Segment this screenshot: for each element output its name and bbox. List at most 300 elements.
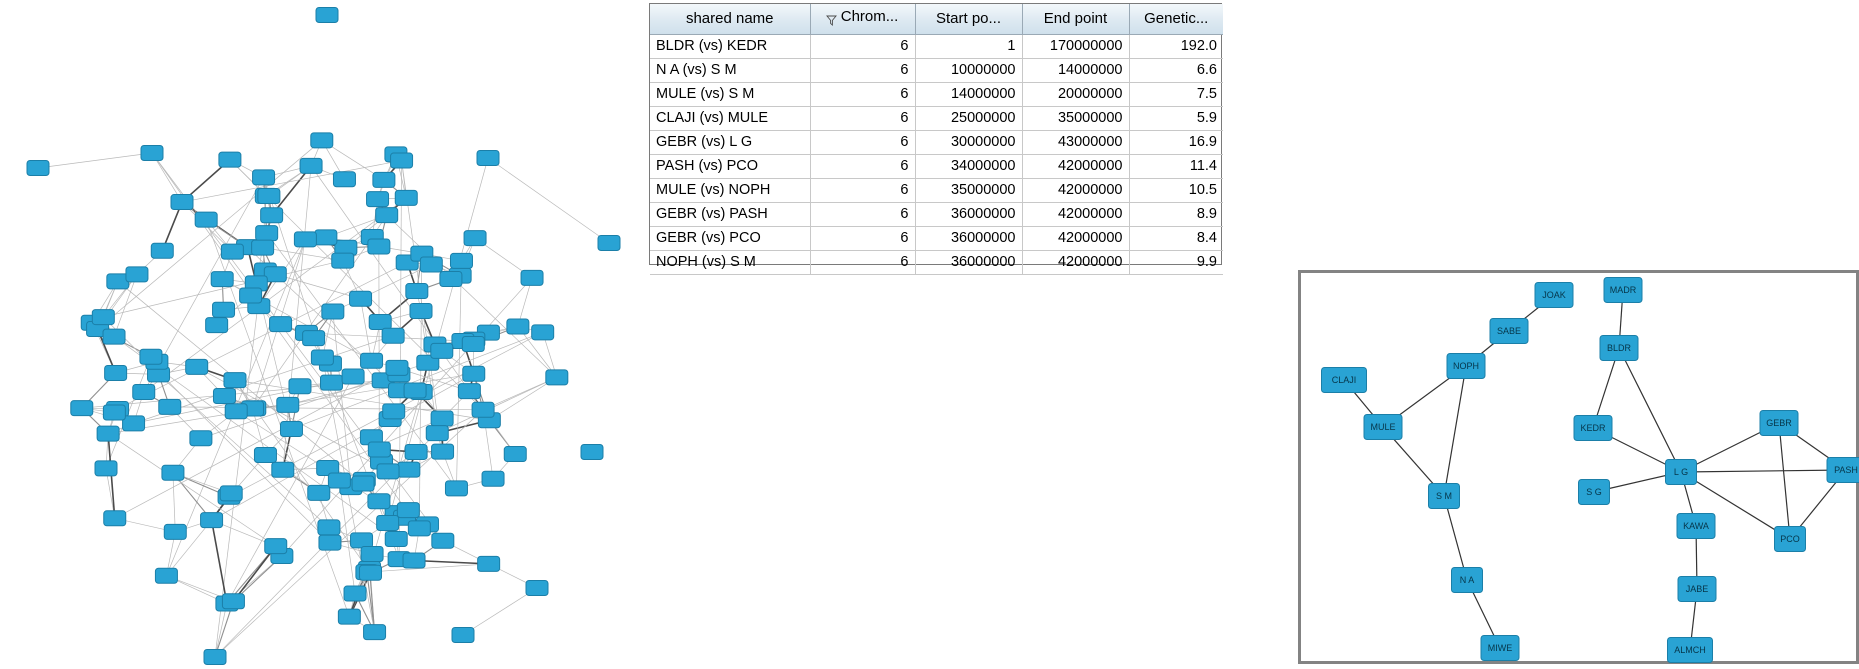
network-node[interactable] [404,383,426,398]
node-shape[interactable] [27,161,49,176]
network-edge[interactable] [361,299,372,361]
node-shape[interactable] [151,243,173,258]
network-node-s-m[interactable] [1429,484,1460,509]
node-shape[interactable] [410,303,432,318]
node-shape[interactable] [404,383,426,398]
network-node[interactable] [221,244,243,259]
node-shape[interactable] [395,190,417,205]
subnetwork-panel[interactable] [1298,270,1859,664]
network-node[interactable] [328,473,350,488]
node-shape[interactable] [105,365,127,380]
node-shape[interactable] [482,471,504,486]
network-node[interactable] [289,379,311,394]
network-node[interactable] [277,397,299,412]
network-node[interactable] [164,524,186,539]
node-shape[interactable] [219,152,241,167]
node-shape[interactable] [368,239,390,254]
network-edge[interactable] [463,588,537,635]
network-node[interactable] [350,291,372,306]
network-node[interactable] [382,328,404,343]
network-node[interactable] [361,353,383,368]
network-node[interactable] [322,304,344,319]
node-shape[interactable] [71,401,93,416]
network-node[interactable] [258,189,280,204]
network-node[interactable] [420,257,442,272]
network-node-n-a[interactable] [1452,568,1483,593]
node-shape[interactable] [526,581,548,596]
network-node[interactable] [367,192,389,207]
network-node[interactable] [123,416,145,431]
node-shape[interactable] [364,625,386,640]
table-row[interactable] [650,131,1223,155]
network-node[interactable] [598,236,620,251]
network-node[interactable] [270,317,292,332]
node-shape[interactable] [258,189,280,204]
network-node-pash[interactable] [1827,458,1859,483]
node-shape[interactable] [195,212,217,227]
network-node[interactable] [222,594,244,609]
node-shape[interactable] [405,444,427,459]
network-edge[interactable] [488,158,609,243]
node-shape[interactable] [332,253,354,268]
network-node[interactable] [405,444,427,459]
node-shape[interactable] [95,461,117,476]
network-node[interactable] [104,511,126,526]
node-shape[interactable] [225,404,247,419]
node-shape[interactable] [408,521,430,536]
network-edge[interactable] [233,546,275,601]
node-shape[interactable] [300,158,322,173]
network-node[interactable] [368,494,390,509]
node-shape[interactable] [289,379,311,394]
network-node[interactable] [265,539,287,554]
network-node[interactable] [408,521,430,536]
network-node[interactable] [225,404,247,419]
node-shape[interactable] [97,426,119,441]
node-shape[interactable] [141,146,163,161]
network-node[interactable] [581,445,603,460]
network-node[interactable] [95,461,117,476]
network-node[interactable] [391,153,413,168]
network-node[interactable] [240,288,262,303]
node-shape[interactable] [351,533,373,548]
node-shape[interactable] [162,465,184,480]
network-node-miwe[interactable] [1481,636,1519,661]
node-shape[interactable] [373,172,395,187]
network-node[interactable] [377,516,399,531]
network-node[interactable] [272,462,294,477]
node-shape[interactable] [92,310,114,325]
node-shape[interactable] [458,384,480,399]
network-node[interactable] [300,158,322,173]
main-network-view[interactable] [0,0,645,669]
network-node[interactable] [463,366,485,381]
network-node[interactable] [338,609,360,624]
network-node-joak[interactable] [1535,283,1573,308]
node-shape[interactable] [303,331,325,346]
network-node[interactable] [133,384,155,399]
node-shape[interactable] [321,375,343,390]
network-node[interactable] [458,384,480,399]
node-shape[interactable] [164,524,186,539]
node-shape[interactable] [432,533,454,548]
network-edge[interactable] [173,473,175,532]
network-node[interactable] [482,471,504,486]
network-node[interactable] [162,465,184,480]
network-node-noph[interactable] [1447,354,1485,379]
node-shape[interactable] [426,426,448,441]
node-shape[interactable] [432,444,454,459]
network-node[interactable] [431,343,453,358]
network-node[interactable] [195,212,217,227]
node-shape[interactable] [103,329,125,344]
node-shape[interactable] [452,628,474,643]
node-shape[interactable] [507,319,529,334]
network-node[interactable] [311,350,333,365]
node-shape[interactable] [462,337,484,352]
network-node[interactable] [294,232,316,247]
node-shape[interactable] [213,302,235,317]
network-node[interactable] [450,253,472,268]
node-shape[interactable] [406,284,428,299]
node-shape[interactable] [322,304,344,319]
node-shape[interactable] [221,244,243,259]
node-shape[interactable] [224,373,246,388]
node-shape[interactable] [431,343,453,358]
node-shape[interactable] [104,511,126,526]
network-node[interactable] [311,133,333,148]
network-node[interactable] [190,431,212,446]
node-shape[interactable] [464,231,486,246]
node-shape[interactable] [463,366,485,381]
network-node[interactable] [477,151,499,166]
network-node[interactable] [213,388,235,403]
node-shape[interactable] [270,317,292,332]
network-node-claji[interactable] [1322,368,1367,393]
network-node[interactable] [431,411,453,426]
network-edge[interactable] [367,564,489,572]
network-node[interactable] [507,319,529,334]
network-node[interactable] [316,8,338,23]
network-node[interactable] [141,146,163,161]
node-shape[interactable] [420,257,442,272]
network-node-s-g[interactable] [1579,480,1610,505]
node-shape[interactable] [385,532,407,547]
network-node[interactable] [253,170,275,185]
table-row[interactable] [650,203,1223,227]
network-node-gebr[interactable] [1760,411,1798,436]
network-edge[interactable] [215,604,227,657]
network-node[interactable] [395,190,417,205]
network-node[interactable] [333,172,355,187]
network-node[interactable] [151,243,173,258]
node-shape[interactable] [352,476,374,491]
network-node-mule[interactable] [1364,415,1402,440]
network-node[interactable] [159,399,181,414]
node-shape[interactable] [103,405,125,420]
node-shape[interactable] [382,328,404,343]
node-shape[interactable] [311,350,333,365]
network-node[interactable] [360,565,382,580]
network-node[interactable] [252,240,274,255]
network-node[interactable] [321,375,343,390]
node-shape[interactable] [440,271,462,286]
node-shape[interactable] [240,288,262,303]
node-shape[interactable] [316,8,338,23]
table-row[interactable] [650,107,1223,131]
network-node[interactable] [504,447,526,462]
node-shape[interactable] [308,485,330,500]
network-node[interactable] [308,485,330,500]
column-header-genetic[interactable] [1129,4,1223,35]
edge-table[interactable] [650,4,1223,275]
table-row[interactable] [650,59,1223,83]
network-node[interactable] [398,462,420,477]
network-node[interactable] [303,331,325,346]
network-node[interactable] [171,195,193,210]
network-node[interactable] [432,533,454,548]
network-node[interactable] [478,556,500,571]
node-shape[interactable] [391,153,413,168]
network-node[interactable] [452,628,474,643]
node-shape[interactable] [133,384,155,399]
table-body[interactable] [650,35,1223,275]
network-node[interactable] [140,349,162,364]
network-edge[interactable] [215,452,416,657]
network-node-almch[interactable] [1668,638,1713,663]
node-shape[interactable] [126,267,148,282]
network-node-bldr[interactable] [1600,336,1638,361]
edge-table-panel[interactable] [649,3,1222,270]
table-row[interactable] [650,179,1223,203]
node-shape[interactable] [598,236,620,251]
node-shape[interactable] [368,494,390,509]
network-node[interactable] [126,267,148,282]
table-row[interactable] [650,227,1223,251]
network-node[interactable] [332,253,354,268]
network-node[interactable] [368,442,390,457]
network-node[interactable] [410,303,432,318]
network-canvas[interactable] [0,0,645,669]
network-node[interactable] [319,535,341,550]
node-shape[interactable] [377,464,399,479]
network-node[interactable] [445,481,467,496]
node-shape[interactable] [171,195,193,210]
node-shape[interactable] [369,314,391,329]
network-node[interactable] [342,369,364,384]
network-node[interactable] [220,486,242,501]
node-shape[interactable] [254,448,276,463]
node-shape[interactable] [123,416,145,431]
node-shape[interactable] [140,349,162,364]
table-row[interactable] [650,35,1223,59]
network-node[interactable] [254,448,276,463]
network-node[interactable] [204,650,226,665]
network-node[interactable] [521,270,543,285]
network-node[interactable] [369,314,391,329]
node-shape[interactable] [581,445,603,460]
network-node[interactable] [383,404,405,419]
network-node[interactable] [373,172,395,187]
node-shape[interactable] [190,431,212,446]
network-node[interactable] [155,568,177,583]
node-shape[interactable] [206,318,228,333]
network-edge[interactable] [1619,348,1681,472]
node-shape[interactable] [445,481,467,496]
subnetwork-canvas[interactable] [1301,273,1856,661]
network-node-kawa[interactable] [1677,514,1715,539]
node-shape[interactable] [280,422,302,437]
node-shape[interactable] [342,369,364,384]
node-shape[interactable] [361,353,383,368]
node-shape[interactable] [360,565,382,580]
network-node[interactable] [206,318,228,333]
node-shape[interactable] [315,230,337,245]
node-shape[interactable] [318,520,340,535]
node-shape[interactable] [377,516,399,531]
network-edge[interactable] [38,153,152,168]
node-shape[interactable] [328,473,350,488]
network-node[interactable] [351,533,373,548]
node-shape[interactable] [159,399,181,414]
node-shape[interactable] [261,208,283,223]
node-shape[interactable] [504,447,526,462]
network-node-pco[interactable] [1775,527,1806,552]
network-node[interactable] [464,231,486,246]
network-node[interactable] [71,401,93,416]
network-node-l-g[interactable] [1666,460,1697,485]
network-node[interactable] [103,329,125,344]
node-shape[interactable] [338,609,360,624]
node-shape[interactable] [450,253,472,268]
node-shape[interactable] [350,291,372,306]
node-shape[interactable] [277,397,299,412]
network-node[interactable] [318,520,340,535]
node-shape[interactable] [386,360,408,375]
network-node[interactable] [219,152,241,167]
node-shape[interactable] [265,539,287,554]
network-node[interactable] [256,226,278,241]
node-shape[interactable] [403,553,425,568]
network-node-madr[interactable] [1604,278,1642,303]
network-node[interactable] [368,239,390,254]
node-shape[interactable] [376,208,398,223]
network-edge[interactable] [212,520,227,603]
table-row[interactable] [650,155,1223,179]
network-node[interactable] [105,365,127,380]
network-node[interactable] [361,547,383,562]
node-shape[interactable] [398,462,420,477]
column-header-shared-name[interactable] [650,4,810,35]
node-shape[interactable] [319,535,341,550]
network-edge[interactable] [98,140,322,329]
network-node[interactable] [532,325,554,340]
node-shape[interactable] [478,556,500,571]
node-shape[interactable] [367,192,389,207]
node-shape[interactable] [344,586,366,601]
network-node[interactable] [92,310,114,325]
network-node[interactable] [261,208,283,223]
network-node[interactable] [440,271,462,286]
column-header-chromosome[interactable] [810,4,915,35]
network-node-kedr[interactable] [1574,416,1612,441]
column-header-end-point[interactable] [1022,4,1129,35]
node-shape[interactable] [253,170,275,185]
network-edge[interactable] [456,261,461,488]
node-shape[interactable] [256,226,278,241]
network-node[interactable] [462,337,484,352]
node-shape[interactable] [546,370,568,385]
network-node[interactable] [344,586,366,601]
node-shape[interactable] [311,133,333,148]
table-row[interactable] [650,251,1223,275]
network-node[interactable] [201,513,223,528]
network-node[interactable] [186,359,208,374]
network-node[interactable] [386,360,408,375]
node-shape[interactable] [333,172,355,187]
network-node-jabe[interactable] [1678,577,1716,602]
node-shape[interactable] [252,240,274,255]
node-shape[interactable] [204,650,226,665]
network-node[interactable] [526,581,548,596]
network-node[interactable] [315,230,337,245]
network-node[interactable] [352,476,374,491]
node-shape[interactable] [272,462,294,477]
node-shape[interactable] [521,270,543,285]
network-node[interactable] [280,422,302,437]
network-node[interactable] [472,402,494,417]
network-node[interactable] [426,426,448,441]
node-shape[interactable] [201,513,223,528]
node-shape[interactable] [368,442,390,457]
node-shape[interactable] [397,503,419,518]
node-shape[interactable] [431,411,453,426]
node-shape[interactable] [294,232,316,247]
network-node[interactable] [432,444,454,459]
node-shape[interactable] [532,325,554,340]
network-node[interactable] [97,426,119,441]
node-shape[interactable] [361,547,383,562]
network-node[interactable] [213,302,235,317]
network-node[interactable] [377,464,399,479]
network-node[interactable] [103,405,125,420]
node-shape[interactable] [477,151,499,166]
node-shape[interactable] [155,568,177,583]
network-node[interactable] [376,208,398,223]
network-edge[interactable] [1681,470,1846,472]
node-shape[interactable] [222,594,244,609]
network-edge[interactable] [1444,366,1466,496]
network-node[interactable] [385,532,407,547]
node-shape[interactable] [472,402,494,417]
table-row[interactable] [650,83,1223,107]
node-shape[interactable] [220,486,242,501]
network-node[interactable] [546,370,568,385]
column-header-start-point[interactable] [915,4,1022,35]
network-edge[interactable] [1779,423,1790,539]
network-node[interactable] [27,161,49,176]
node-shape[interactable] [186,359,208,374]
network-node[interactable] [211,272,233,287]
node-shape[interactable] [383,404,405,419]
network-node[interactable] [364,625,386,640]
node-shape[interactable] [211,272,233,287]
node-shape[interactable] [213,388,235,403]
network-node[interactable] [403,553,425,568]
network-node[interactable] [397,503,419,518]
network-node-sabe[interactable] [1490,319,1528,344]
network-edge[interactable] [399,161,401,560]
